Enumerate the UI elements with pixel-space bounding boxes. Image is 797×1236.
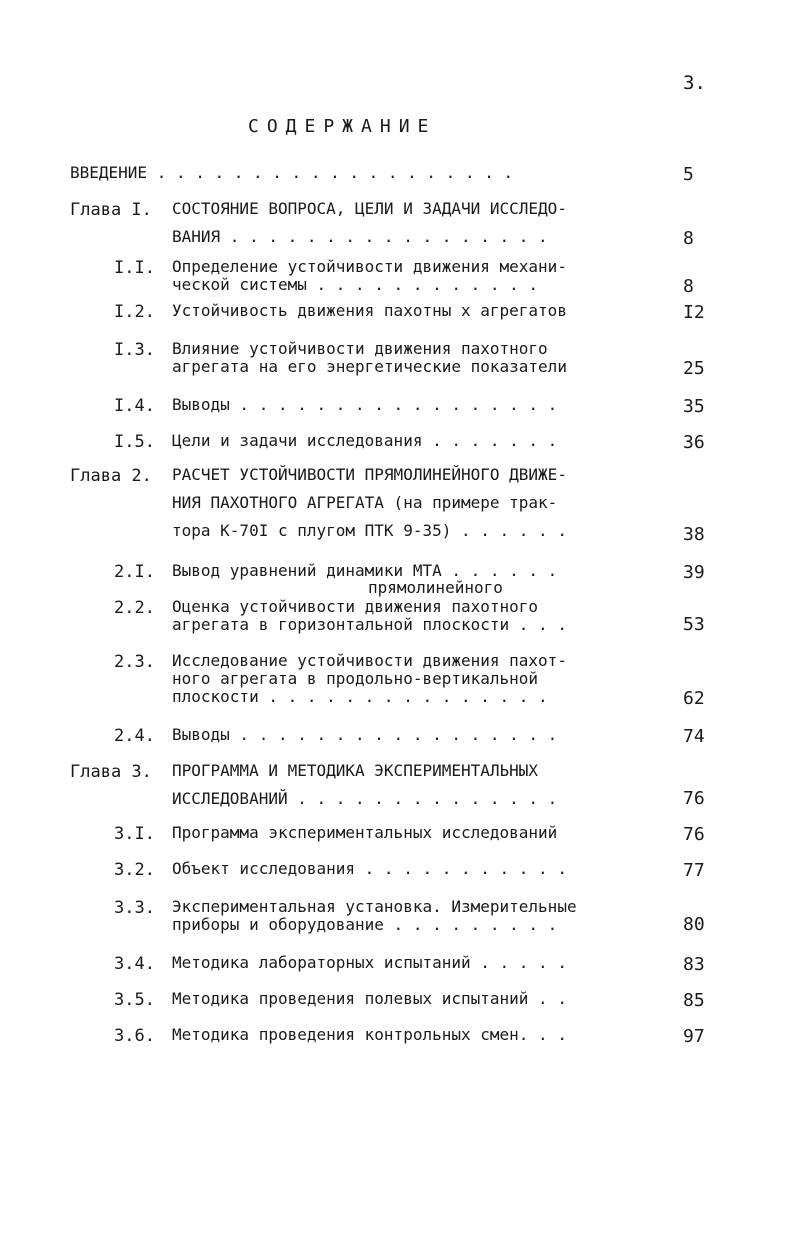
- toc-entry-text: Вывод уравнений динамики МТА . . . . . .: [172, 561, 558, 580]
- toc-entry-label: 3.4.: [114, 954, 155, 974]
- toc-entry-page: 76: [683, 824, 705, 845]
- toc-entry-text: НИЯ ПАХОТНОГО АГРЕГАТА (на примере трак-: [172, 493, 558, 512]
- toc-entry-text: Устойчивость движения пахотны х агрегатов: [172, 301, 567, 320]
- toc-entry-page: I2: [683, 302, 705, 323]
- toc-entry-page: 80: [683, 914, 705, 935]
- toc-entry-text: ИССЛЕДОВАНИЙ . . . . . . . . . . . . . .: [172, 789, 558, 808]
- toc-entry-text: Методика проведения контрольных смен. . .: [172, 1025, 567, 1044]
- toc-entry-text: РАСЧЕТ УСТОЙЧИВОСТИ ПРЯМОЛИНЕЙНОГО ДВИЖЕ-: [172, 465, 567, 484]
- toc-entry-text: агрегата на его энергетические показатели: [172, 357, 567, 376]
- toc-entry-page: 25: [683, 358, 705, 379]
- toc-entry-page: 8: [683, 228, 694, 249]
- toc-entry-label: 3.6.: [114, 1026, 155, 1046]
- toc-entry-text: ВАНИЯ . . . . . . . . . . . . . . . . .: [172, 227, 548, 246]
- toc-entry-label: I.5.: [114, 432, 155, 452]
- toc-entry-text: ВВЕДЕНИЕ . . . . . . . . . . . . . . . . . . .: [70, 163, 514, 182]
- toc-entry-label: I.I.: [114, 258, 155, 278]
- toc-entry-text: Объект исследования . . . . . . . . . . .: [172, 859, 567, 878]
- toc-entry-text: ного агрегата в продольно-вертикальной: [172, 669, 539, 688]
- toc-entry-page: 74: [683, 726, 705, 747]
- toc-entry-text: СОСТОЯНИЕ ВОПРОСА, ЦЕЛИ И ЗАДАЧИ ИССЛЕДО-: [172, 199, 567, 218]
- toc-entry-page: 38: [683, 524, 705, 545]
- toc-entry-text: Определение устойчивости движения механи-: [172, 257, 567, 276]
- toc-entry-text: плоскости . . . . . . . . . . . . . . .: [172, 687, 548, 706]
- toc-entry-page: 77: [683, 860, 705, 881]
- toc-entry-text: приборы и оборудование . . . . . . . . .: [172, 915, 558, 934]
- toc-entry-label: 3.3.: [114, 898, 155, 918]
- toc-entry-label: I.4.: [114, 396, 155, 416]
- page-number: 3.: [683, 72, 706, 94]
- toc-entry-label: 2.4.: [114, 726, 155, 746]
- toc-entry-label: 3.I.: [114, 824, 155, 844]
- toc-entry-page: 36: [683, 432, 705, 453]
- toc-entry-text: Влияние устойчивости движения пахотного: [172, 339, 548, 358]
- toc-entry-label: Глава I.: [70, 200, 152, 220]
- toc-entry-text: агрегата в горизонтальной плоскости . . .: [172, 615, 567, 634]
- toc-entry-label: I.2.: [114, 302, 155, 322]
- toc-entry-page: 8: [683, 276, 694, 297]
- toc-entry-text: Исследование устойчивости движения пахот-: [172, 651, 567, 670]
- toc-entry-label: 2.I.: [114, 562, 155, 582]
- toc-entry-page: 97: [683, 1026, 705, 1047]
- toc-entry-page: 53: [683, 614, 705, 635]
- toc-entry-text: ческой системы . . . . . . . . . . . .: [172, 275, 539, 294]
- toc-entry-label: 3.5.: [114, 990, 155, 1010]
- toc-entry-label: 2.2.: [114, 598, 155, 618]
- toc-entry-text: Выводы . . . . . . . . . . . . . . . . .: [172, 725, 558, 744]
- toc-entry-text: Экспериментальная установка. Измерительные: [172, 897, 577, 916]
- toc-entry-text: Выводы . . . . . . . . . . . . . . . . .: [172, 395, 558, 414]
- toc-entry-page: 35: [683, 396, 705, 417]
- toc-entry-page: 62: [683, 688, 705, 709]
- toc-entry-text: Цели и задачи исследования . . . . . . .: [172, 431, 558, 450]
- toc-entry-label: Глава 3.: [70, 762, 152, 782]
- toc-entry-label: I.3.: [114, 340, 155, 360]
- toc-entry-text: Методика лабораторных испытаний . . . . .: [172, 953, 567, 972]
- toc-entry-label: 3.2.: [114, 860, 155, 880]
- toc-entry-text: Оценка устойчивости движения пахотного: [172, 597, 539, 616]
- toc-entry-page: 85: [683, 990, 705, 1011]
- toc-entry-page: 83: [683, 954, 705, 975]
- toc-entry-page: 39: [683, 562, 705, 583]
- page-title: СОДЕРЖАНИЕ: [248, 116, 437, 137]
- toc-entry-page: 76: [683, 788, 705, 809]
- toc-entry-text: Программа экспериментальных исследований: [172, 823, 558, 842]
- toc-entry-page: 5: [683, 164, 694, 185]
- toc-entry-label: 2.3.: [114, 652, 155, 672]
- handwritten-insertion: прямолинейного: [368, 578, 503, 597]
- toc-entry-text: тора К-70I с плугом ПТК 9-35) . . . . . .: [172, 521, 567, 540]
- toc-entry-text: ПРОГРАММА И МЕТОДИКА ЭКСПЕРИМЕНТАЛЬНЫХ: [172, 761, 539, 780]
- toc-entry-text: Методика проведения полевых испытаний . .: [172, 989, 567, 1008]
- toc-entry-label: Глава 2.: [70, 466, 152, 486]
